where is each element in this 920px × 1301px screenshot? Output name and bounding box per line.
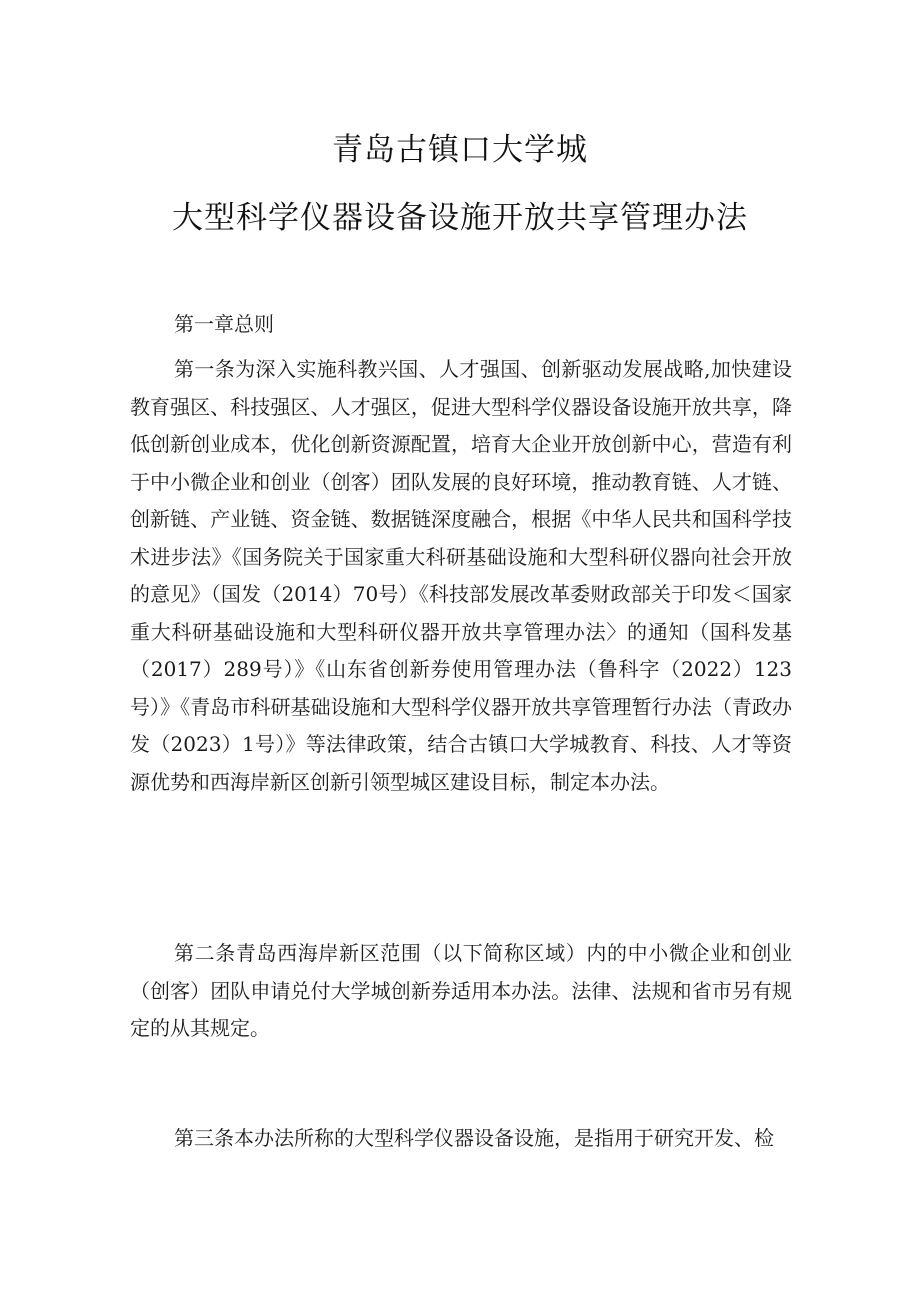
article-3-paragraph: 第三条本办法所称的大型科学仪器设备设施，是指用于研究开发、检 (174, 1126, 774, 1150)
article-1-paragraph: 第一条为深入实施科教兴国、人才强国、创新驱动发展战略,加快建设教育强区、科技强区、人才强区，促进大型科学仪器设备设施开放共享，降低创新创业成本，优化创新资源配置，培育大企业开放创新中心，营造有利于中小微企业和创业（创客）团队发展的良好环境，推动教育链、人才链、创新链、产业链、资金链、数据链深度融合，根据《中华人民共和国科学技术进步法》《国务院关于国家重大科研基础设施和大型科研仪器向社会开放的意见》（国发（2014）70号）《科技部发展改革委财政部关于印发＜国家重大科研基础设施和大型科研仪器开放共享管理办法〉的通知（国科发基（2017）289号）》《山东省创新券使用管理办法（鲁科字（2022）123号）》《青岛市科研基础设施和大型科学仪器开放共享管理暂行办法（青政办发（2023）1号）》等法律政策，结合古镇口大学城教育、科技、人才等资源优势和西海岸新区创新引领型城区建设目标，制定本办法。 (130, 357, 792, 794)
chapter-heading: 第一章总则 (174, 312, 274, 336)
document-title-line-1: 青岛古镇口大学城 (332, 132, 588, 168)
article-2-paragraph: 第二条青岛西海岸新区范围（以下简称区域）内的中小微企业和创业（创客）团队申请兑付大学城创新券适用本办法。法律、法规和省市另有规定的从其规定。 (130, 941, 792, 1040)
document-title-line-2: 大型科学仪器设备设施开放共享管理办法 (172, 200, 748, 236)
